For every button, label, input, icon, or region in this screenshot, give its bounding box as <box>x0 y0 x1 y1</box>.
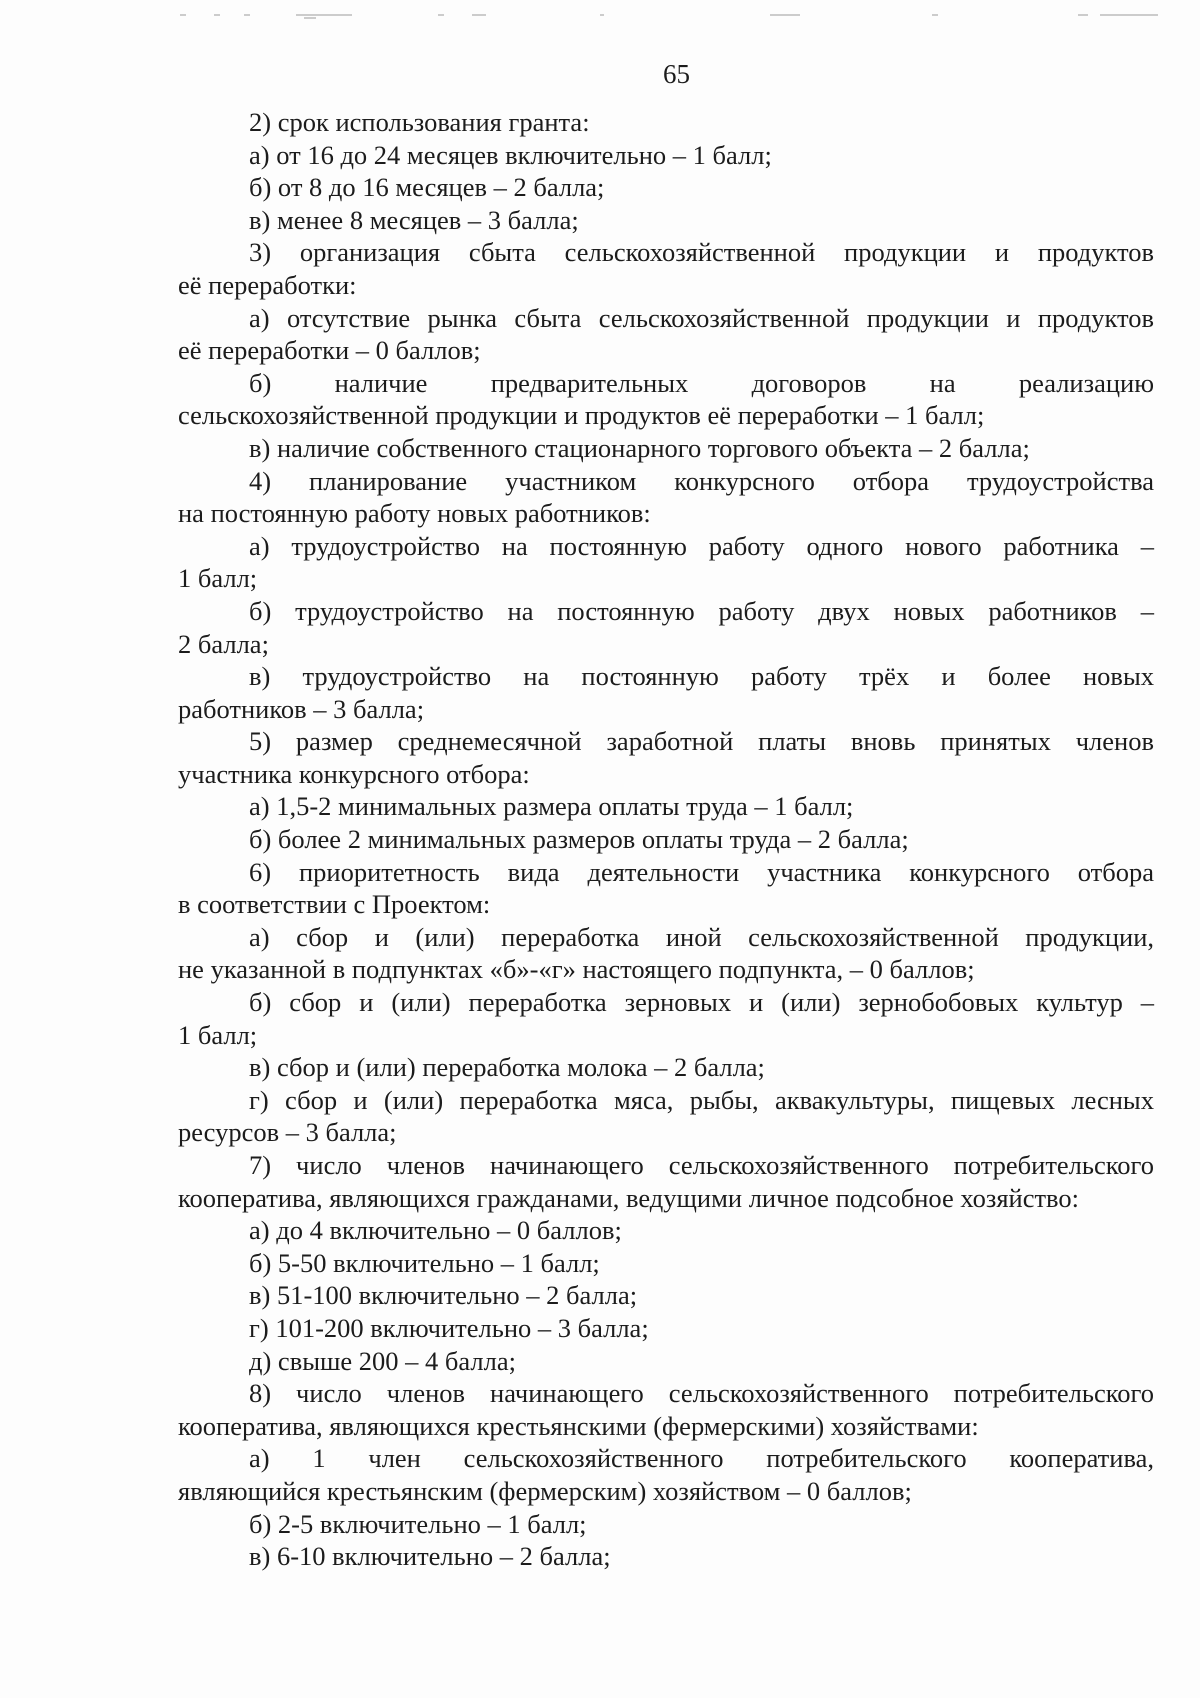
text-line: участника конкурсного отбора: <box>178 758 530 789</box>
text-line: а) отсутствие рынка сбыта сельскохозяйственной продукции и продуктов <box>249 302 1154 333</box>
text-line: работников – 3 балла; <box>178 693 425 724</box>
text-line: в) менее 8 месяцев – 3 балла; <box>249 204 579 235</box>
text-line: на постоянную работу новых работников: <box>178 498 651 529</box>
text-line: в) 6-10 включительно – 2 балла; <box>249 1541 611 1572</box>
text-line: а) до 4 включительно – 0 баллов; <box>249 1215 622 1246</box>
text-line: а) сбор и (или) переработка иной сельскохозяйственной продукции, <box>249 921 1154 952</box>
text-line: 3) организация сбыта сельскохозяйственной продукции и продуктов <box>249 237 1154 268</box>
text-line: д) свыше 200 – 4 балла; <box>249 1345 516 1376</box>
text-line: кооператива, являющихся крестьянскими (фермерскими) хозяйствами: <box>178 1410 979 1441</box>
text-line: в) сбор и (или) переработка молока – 2 балла; <box>249 1052 765 1083</box>
text-line: сельскохозяйственной продукции и продуктов её переработки – 1 балл; <box>178 400 985 431</box>
text-line: б) трудоустройство на постоянную работу двух новых работников – <box>249 595 1154 626</box>
text-line: а) 1,5-2 минимальных размера оплаты труда – 1 балл; <box>249 791 854 822</box>
text-line: б) 5-50 включительно – 1 балл; <box>249 1247 600 1278</box>
text-line: 1 балл; <box>178 1019 258 1050</box>
text-line: в) трудоустройство на постоянную работу трёх и более новых <box>249 661 1154 692</box>
text-line: 7) число членов начинающего сельскохозяйственного потребительского <box>249 1150 1154 1180</box>
text-line: в) 51-100 включительно – 2 балла; <box>249 1280 638 1311</box>
text-line: 4) планирование участником конкурсного отбора трудоустройства <box>249 465 1154 496</box>
text-line: кооператива, являющихся гражданами, ведущими личное подсобное хозяйство: <box>178 1182 1079 1213</box>
text-line: ресурсов – 3 балла; <box>178 1117 397 1148</box>
page-number: 65 <box>663 59 690 89</box>
text-line: являющийся крестьянским (фермерским) хозяйством – 0 баллов; <box>178 1475 912 1506</box>
text-line: б) от 8 до 16 месяцев – 2 балла; <box>249 172 605 203</box>
text-line: не указанной в подпунктах «б»-«г» настоящего подпункта, – 0 баллов; <box>178 954 975 985</box>
text-line: 5) размер среднемесячной заработной платы вновь принятых членов <box>249 726 1154 757</box>
text-line: 1 балл; <box>178 563 258 594</box>
text-line: её переработки: <box>178 269 357 300</box>
text-line: г) 101-200 включительно – 3 балла; <box>249 1312 649 1343</box>
text-line: в соответствии с Проектом: <box>178 889 491 920</box>
text-line: а) от 16 до 24 месяцев включительно – 1 балл; <box>249 139 772 170</box>
text-line: её переработки – 0 баллов; <box>178 335 481 366</box>
text-line: а) 1 член сельскохозяйственного потребительского кооператива, <box>249 1443 1154 1474</box>
text-line: в) наличие собственного стационарного торгового объекта – 2 балла; <box>249 432 1030 463</box>
text-line: б) более 2 минимальных размеров оплаты труда – 2 балла; <box>249 824 909 855</box>
text-line: 8) число членов начинающего сельскохозяйственного потребительского <box>249 1378 1154 1409</box>
text-line: а) трудоустройство на постоянную работу одного нового работника – <box>249 530 1154 561</box>
text-line: б) наличие предварительных договоров на реализацию <box>249 367 1154 398</box>
text-line: б) 2-5 включительно – 1 балл; <box>249 1508 587 1539</box>
scan-artifact-marks <box>0 10 1200 20</box>
text-line: 2 балла; <box>178 628 269 659</box>
text-line: г) сбор и (или) переработка мяса, рыбы, аквакультуры, пищевых лесных <box>249 1084 1154 1115</box>
text-line: 6) приоритетность вида деятельности участника конкурсного отбора <box>249 856 1154 887</box>
text-line: 2) срок использования гранта: <box>249 107 590 137</box>
document-body <box>178 106 1154 1573</box>
text-line: б) сбор и (или) переработка зерновых и (или) зернобобовых культур – <box>249 987 1154 1018</box>
